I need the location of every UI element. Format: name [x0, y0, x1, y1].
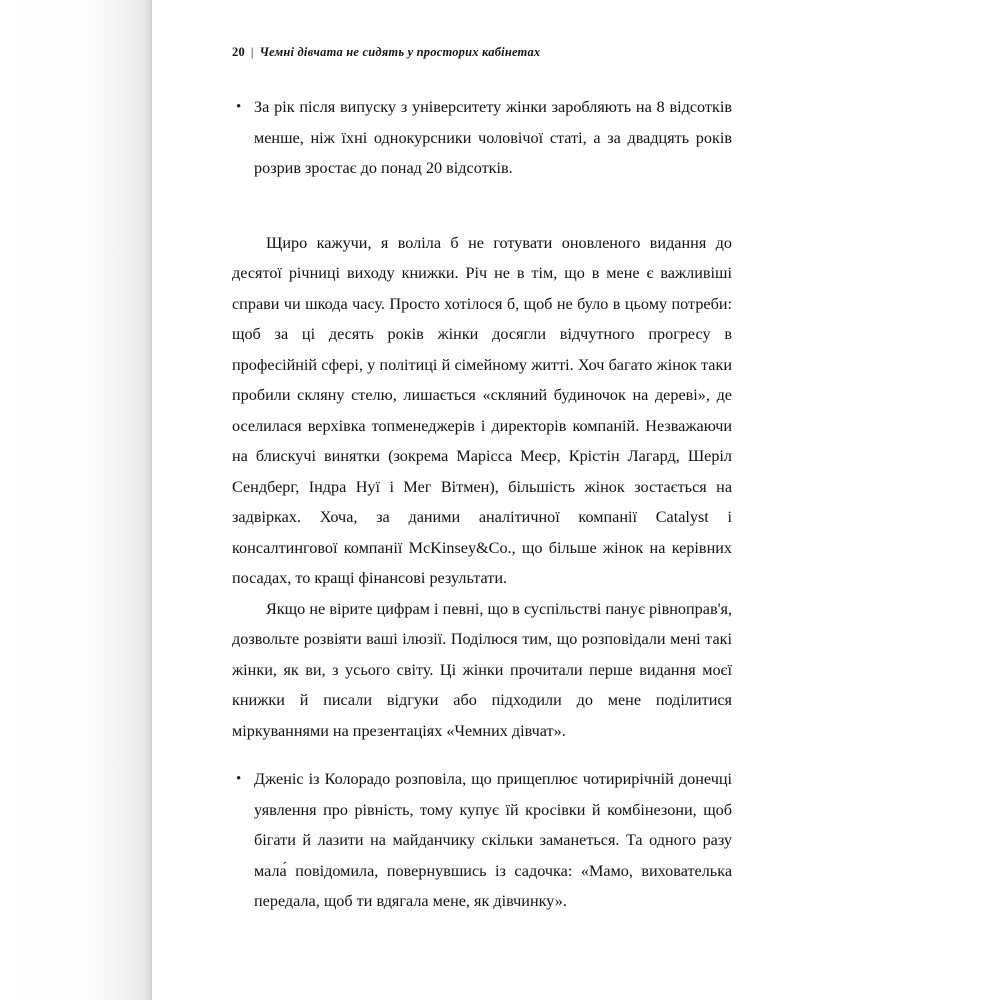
page-sheet — [152, 0, 1000, 1000]
bullet-item-one — [232, 92, 732, 184]
bullet-item-two-body — [254, 764, 732, 917]
spacer-after-bullet-one — [232, 210, 732, 228]
page-number: 20 — [232, 45, 245, 59]
paragraph-two: Якщо не вірите цифрам і певні, що в суспільстві панує рівноправ'я, дозвольте розвіяти ваші ілюзії. Поділюся тим, що розповідали мені такі жінки, як ви, з усього світу. Ці жінки прочитали перше видання моєї книжки й писали відгуки або підходили до мене поділитися міркуваннями на презентаціях «Чемних дівчат». — [232, 599, 732, 740]
running-head — [232, 45, 732, 60]
bullet-glyph-icon: • — [236, 771, 242, 787]
page-content — [232, 45, 732, 943]
bullet-glyph-icon: • — [236, 99, 242, 115]
bullet-item-two — [232, 764, 732, 917]
running-head-title: Чемні дівчата не сидять у просторих кабінетах — [259, 45, 541, 59]
running-head-separator: | — [250, 45, 254, 59]
paragraph-one: Щиро кажучи, я воліла б не готувати оновленого видання до десятої річниці виходу книжки. Річ не в тім, що в мене є важливіші справи чи шкода часу. Просто хотілося б, щоб не було в цьому потреби: щоб за ці десять років жінки досягли відчутного прогресу в професійній сфері, у політиці й сімейному житті. Хоч багато жінок таки пробили скляну стелю, лишається «скляний будиночок на дереві», де оселилася верхівка топменеджерів і директорів компаній. Незважаючи на блискучі винятки (зокрема Марісса Меєр, Крістін Лагард, Шеріл Сендберг, Індра Нуї і Мег Вітмен), більшість жінок зостається на задвірках. Хоча, за даними аналітичної компанії Catalyst і консалтингової компанії McKinsey&Co., що більше жінок на керівних посадах, то кращі фінансові результати. — [232, 233, 732, 587]
bullet-item-two-text: Дженіс із Колорадо розповіла, що прищеплює чотирирічній донечці уявлення про рівність, тому купує їй кросівки й комбінезони, щоб бігати й лазити на майданчику скільки заманеться. Та одного разу мала́ повідомила, повернувшись із садочка: «Мамо, вихователька передала, щоб ти вдягала мене, як дівчинку». — [254, 770, 732, 910]
bullet-item-one-body — [254, 92, 732, 184]
page-gutter-shadow — [0, 0, 150, 1000]
spacer-before-bullet-two — [232, 746, 732, 764]
bullet-item-one-text: За рік після випуску з університету жінки заробляють на 8 відсотків менше, ніж їхні однокурсники чоловічої статі, а за двадцять років розрив зростає до понад 20 відсотків. — [254, 98, 732, 177]
